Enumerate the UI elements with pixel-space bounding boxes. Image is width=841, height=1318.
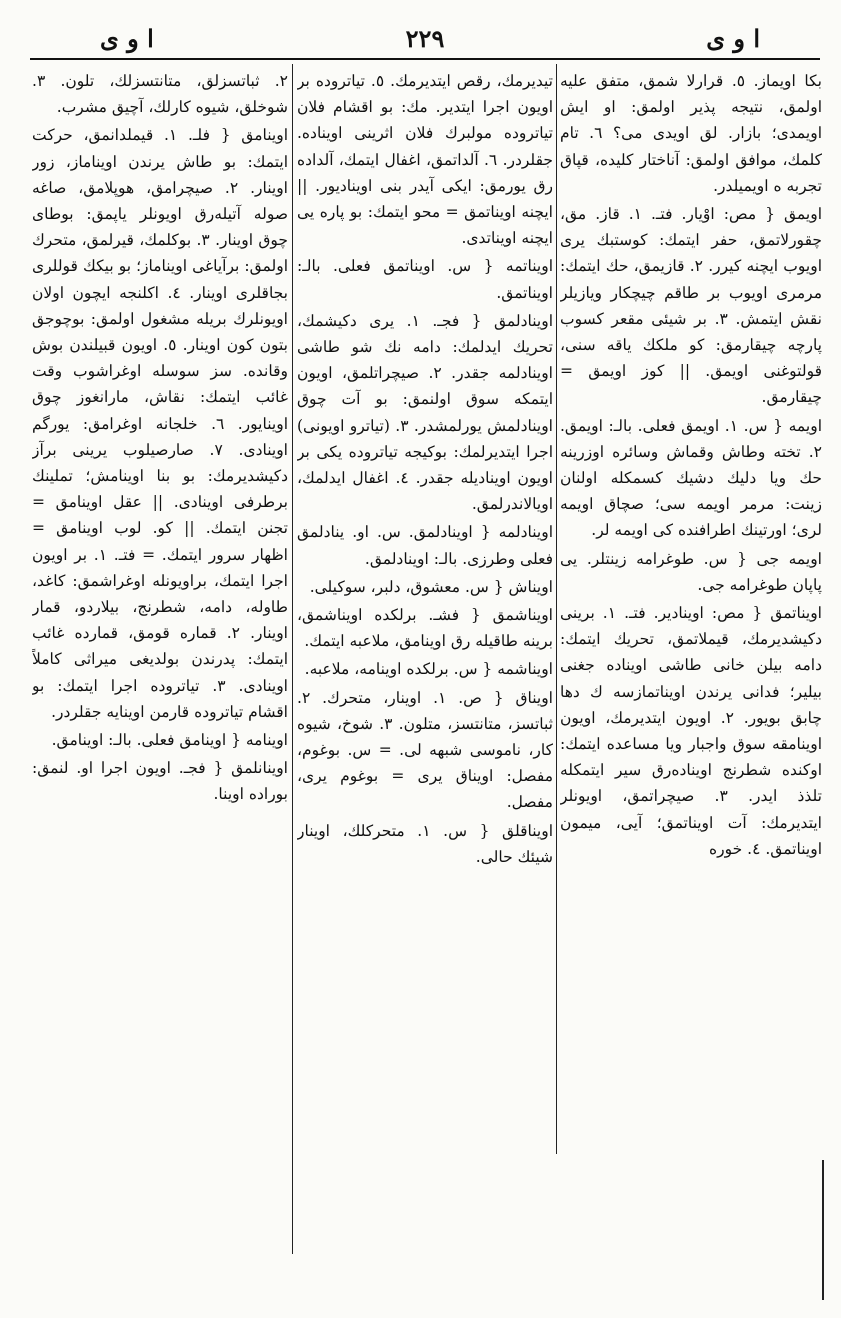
entry: اويناشمق { فشـ. برلكده اويناشمق، برينه طاقيله رق اوينامق، ملاعبه ايتمك. <box>297 606 553 651</box>
entry: اويمه { س. ١. اويمق فعلى. بالـ: اويمق. ٢. تخته وطاش وقماش وسائره اوزرينه حك ويا دليك دشيك كسمكله اولنان زينت: مرمر اويمه سى؛ صچاق اويمه لرى؛ اورتينك اطرافنده كى اويمه لر. <box>560 416 822 540</box>
page-number: ٢٢٩ <box>405 24 445 53</box>
column-left <box>32 68 288 1268</box>
entry: اوينادلمه { اوينادلمق. س. او. ينادلمق فعلى وطرزى. بالـ: اوينادلمق. <box>297 523 553 568</box>
column-middle <box>297 68 553 1258</box>
entry: ٢. ثباتسزلق، متانتسزلك، تلون. ٣. شوخلق، شيوه كارلك، آچيق مشرب. <box>32 72 288 117</box>
header-rule <box>30 58 820 60</box>
entry: اوينادلمق { فجـ. ١. يرى دكيشمك، تحريك ايدلمك: دامه نك شو طاشى اوينادلمه جقدر. ٢. صيچراتلمق، اويون ايتمكه سوق اولنمق: بو آت چوق اوينادلمش يورلمشدر. ٣. (تياترو اويونى) اجرا ايتديرلمك: بوكيجه تياترودە يكى بر اويون اويناديله جقدر. ٤. اغفال ايدلمك، اويالاندرلمق. <box>297 311 553 514</box>
entry: اوينانلمق { فجـ. اويون اجرا او. لنمق: بوراده اوينا. <box>32 759 288 804</box>
entry: اوينامه { اوينامق فعلى. بالـ: اوينامق. <box>51 731 288 750</box>
entry: اوينامق { فلـ. ١. قيملدانمق، حركت ايتمك: بو طاش يرندن اويناماز، زور اوينار. ٢. صيچرامق، هوپلامق، صاغه صوله آتيلەرق اويونلر ياپمق: بوطاى چوق اوينار. ٣. بوكلمك، قيرلمق، متحرك اولمق: برآياغى اويناماز؛ بو بيكك قوللرى بجاقلرى اوينار. ٤. اكلنجه ايچون اولان اويونلرك بريله مشغول اولمق: بوچوجق بتون كون اوينار. ٥. اويون قبيلندن بوش وقانده. سز سوسله اوغراشوب وقت غائب ايتمك: نقاش، مارانغوز چوق اوينايور. ٦. خلجانه اوغرامق: يورگم اوينادى. ٧. صارصيلوب يرينى برآز دكيشديرمك: بو بنا اوينامش؛ تملينك برطرفى اوينادى. || عقل اوينامق = تجنن ايتمك. || كو. لوب اوينامق = اظهار سرور ايتمك. = فتـ. ١. بر اويون اجرا ايتمك، براويونله اوغراشمق: كاغد، طاوله، دامه، شطرنج، بيلاردو، قمار اوينار. ٢. قماره قومق، قمارده غائب ايتمك: پدرندن بولديغى ميراثى كاملاً اوينادى. ٣. تياتروده اجرا ايتمك: بو اقشام تياتروده قارمن اوينايه جقلردر. <box>32 126 288 721</box>
running-head-right: ا و ى <box>706 24 760 53</box>
entry: اويناق { ص. ١. اوينار، متحرك. ٢. ثباتسز، متانتسز، متلون. ٣. شوخ، شيوه كار، ناموسى شبهه لى. = س. بوغوم، مفصل: اويناق يرى = بوغوم يرى، مفصل. <box>297 688 553 812</box>
entry: اويناش { س. معشوق، دلبر، سوكيلى. <box>309 577 553 596</box>
entry: اويناتمق { مص: اوينادير. فتـ. ١. برينى دكيشديرمك، قيملاتمق، تحريك ايتمك: دامه بيلن خانى طاشى اويناده جغنى بيلير؛ فدانى يرندن اويناتمازسه ك دها چابق بويور. ٢. اويون ايتديرمك، اويون اوينامقه سوق واجبار ويا مساعده ايتمك: اوكنده شطرنج اوينادەرق سير ايتمكله تلذذ ايدر. ٣. صيچراتمق، اويونلر ايتديرمك: آت اويناتمق؛ آيى، ميمون اويناتمق. ٤. خوره <box>560 604 822 858</box>
entry: تيديرمك، رقص ايتديرمك. ٥. تياتروده بر اويون اجرا ايتدير. مك: بو اقشام فلان تياتروده مولبرك فلان اثرينى اويناده. جقلردر. ٦. آلداتمق، اغفال ايتمك، آلداده رق يورمق: ايكى آيدر بنى اويناديور. || ايچنه اويناتمق = محو ايتمك: بو پاره يى ايچنه اويناتدى. <box>297 72 553 248</box>
entry: اويناتمه { س. اويناتمق فعلى. بالـ: اويناتمق. <box>297 257 553 302</box>
entry: اويناقلق { س. ١. متحركلك، اوينار شيئك حالى. <box>297 821 553 866</box>
entry: اويناشمه { س. برلكده اوينامه، ملاعبه. <box>304 660 553 679</box>
entry: بكا اويماز. ٥. قرارلا شمق، متفق عليه اولمق، نتيجه پذير اولمق: او ايش اويمدى؛ بازار. لق اويدى مى؟ ٦. تام كلمك، موافق اولمق: آناختار كليده، قپاق تجربه ه اويميلدر. <box>560 72 822 195</box>
entry: اويمق { مص: اوْيار. فتـ. ١. قاز. مق، چقورلاتمق، حفر ايتمك: كوستبك يرى اويوب ايچنه كيرر. ٢. قازيمق، حك ايتمك: مرمرى اويوب بر طاقم چيچكار ويازيلر نقش ايتمش. ٣. بر شيئى مقعر كسوب پارچه چيقارمق: كو ملكك ياقه سنى، قولتوغنى اويمق. || كوز اويمق = چيقارمق. <box>560 205 822 407</box>
column-divider-2 <box>292 64 293 1254</box>
column-right <box>560 68 822 1168</box>
page-edge-mark <box>822 1160 824 1300</box>
column-divider-1 <box>556 64 557 1154</box>
running-head-left: ا و ى <box>100 24 154 53</box>
entry: اويمه جى { س. طوغرامه زينتلر. يى پاپان طوغرامه جى. <box>560 549 822 594</box>
page-header <box>30 22 820 62</box>
